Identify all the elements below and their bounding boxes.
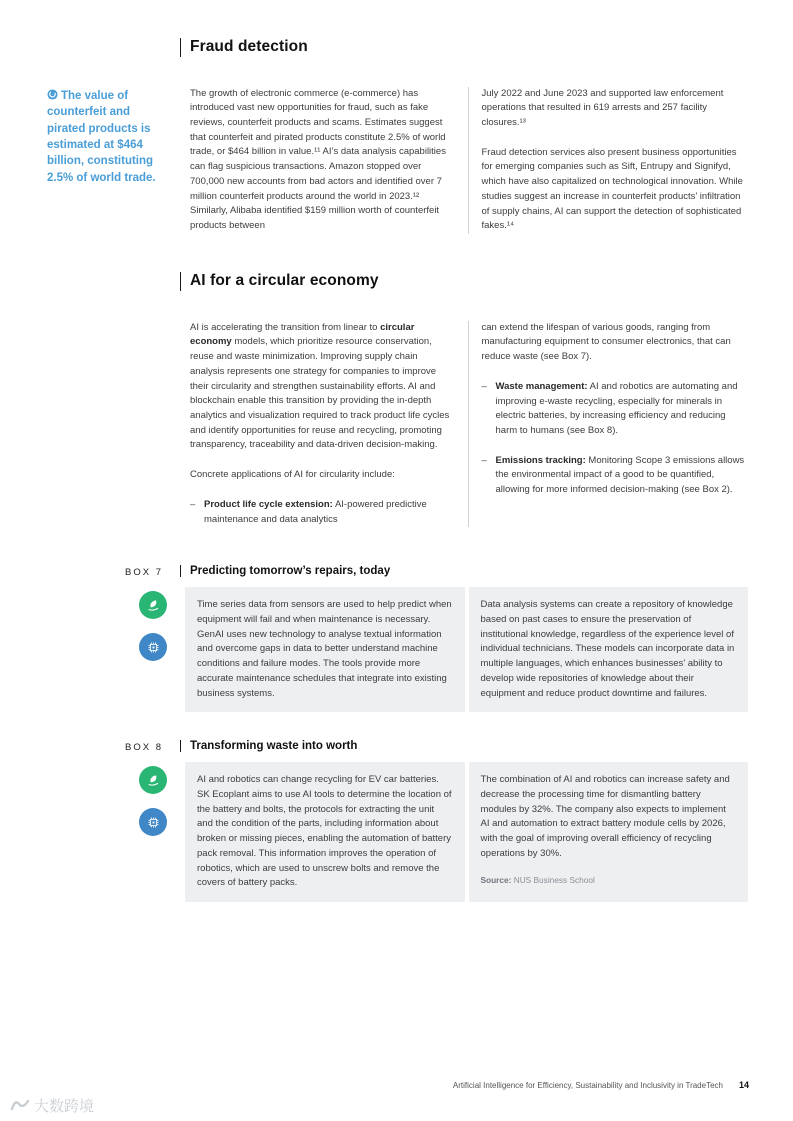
paragraph: Concrete applications of AI for circularity include:: [190, 469, 395, 481]
list-rest: AI-powered predictive maintenance and data analytics: [204, 498, 427, 525]
list-lead: Emissions tracking:: [495, 454, 586, 466]
list-lead: Waste management:: [495, 380, 588, 392]
source-line: [481, 874, 737, 887]
paragraph: The combination of AI and robotics can increase safety and decrease the processing time for dismantling battery modules by 32%. The company also expects to implement AI and automation to extract battery module cells by 2026, with the goal of improving overall efficiency of recycling operations by 30%.: [480, 774, 730, 859]
list-item: [482, 454, 747, 498]
list-text: [204, 498, 455, 527]
sustainability-leaf-icon: [139, 766, 167, 794]
callout-text: The value of counterfeit and pirated products is estimated at $464 billion, constituting 2.5% of world trade.: [47, 90, 156, 184]
list-text: [496, 454, 747, 498]
paragraph: The growth of electronic commerce (e-commerce) has introduced vast new opportunities for fraud, such as fake reviews, counterfeit products and scams. Estimates suggest that counterfeit and pirated products constitute 2.5% of world trade, or $464 billion in value.¹¹ AI’s data analysis capabilities can flag suspicious transactions. Amazon stopped over 700,000 new accounts from bad actors and identified over 7 million counterfeit products around the world in 2023.¹² Similarly, Alibaba identified $159 million worth of counterfeit products between: [190, 87, 446, 232]
box-8: [125, 740, 748, 902]
page-footer: [453, 1080, 749, 1090]
list-dash: –: [481, 380, 487, 392]
main-content: [125, 38, 748, 902]
watermark: [10, 1095, 94, 1116]
paragraph: Fraud detection services also present business opportunities for emerging companies such as Sift, Entrupy and Signifyd, which have also capitalized on technological innovation. While studies suggest an increase in counterfeit products’ infiltration of supply chains, AI can support the detection of sophisticated fakes.¹⁴: [481, 146, 743, 232]
two-column-body: [180, 321, 748, 528]
section-fraud-detection: [180, 38, 748, 234]
paragraph: Data analysis systems can create a repository of knowledge based on past cases to ensure the preservation of institutional knowledge, regardless of the experience level of individual technicians. These models can incorporate data in multiple languages, which enhances businesses’ ability to develop wide repositories of knowledge about their equipment and reduce product downtime and failures.: [480, 599, 735, 699]
box-label: BOX 8: [125, 742, 163, 754]
section-title: Fraud detection: [180, 38, 748, 57]
box-icons: [139, 766, 167, 836]
box-panel-left: [185, 762, 465, 902]
box-panel-right: [469, 762, 749, 902]
source-text: NUS Business School: [511, 874, 595, 885]
list-item: [482, 380, 747, 439]
box-icons: [139, 591, 167, 661]
paragraph: AI and robotics can change recycling for EV car batteries. SK Ecoplant aims to use AI tools to determine the location of the battery and bolts, the protocols for extracting the unit and the condition of the parts, including information about broken or missing pieces, enabling the automation of battery pack removal. This information improves the operation of robotics, which are used to unscrew bolts and remove the covers of battery packs.: [197, 774, 452, 889]
box-header: [125, 565, 748, 579]
box-panel-left: [185, 587, 465, 712]
list-dash: –: [481, 454, 487, 466]
list-lead: Product life cycle extension:: [204, 498, 333, 510]
box-header: [125, 740, 748, 754]
watermark-text: 大数跨境: [34, 1098, 95, 1115]
paragraph: can extend the lifespan of various goods, ranging from manufacturing equipment to consumer electronics, that can reduce waste (see Box 7).: [481, 321, 731, 363]
callout-circle-arrow-icon: [47, 89, 58, 100]
watermark-logo-icon: [10, 1096, 30, 1116]
paragraph-text: AI is accelerating the transition from linear to: [190, 321, 381, 333]
box-body: [185, 587, 748, 712]
ai-chip-icon: [139, 808, 167, 836]
ai-chip-icon: [139, 633, 167, 661]
paragraph: July 2022 and June 2023 and supported law enforcement operations that resulted in 619 arrests and 257 facility closures.¹³: [481, 87, 724, 129]
column-left: [180, 87, 468, 234]
section-title: AI for a circular economy: [180, 272, 748, 291]
column-right: [468, 321, 749, 528]
list-item: [190, 498, 455, 527]
list-text: [496, 380, 747, 439]
list-rest: AI and robotics are automating and improving e-waste recycling, especially for minerals in electric batteries, by increasing efficiency and reducing harm to humans (see Box 8).: [495, 380, 738, 436]
column-right: [468, 87, 749, 234]
section-circular-economy: [180, 272, 748, 527]
source-label: Source:: [480, 874, 512, 885]
bold-term: circular economy: [190, 321, 415, 348]
paragraph-text: models, which prioritize resource conservation, reuse and waste minimization. Improving supply chain analysis represents one strategy for companies to improve their circularity and strengthen sustainability efforts. AI and blockchain enable this transition by providing the in-depth analytics and visualization required to track product life cycles and identify opportunities for reuse and recycling, promoting transparency, traceability and data-driven decision-making.: [190, 336, 450, 451]
column-left: [180, 321, 468, 528]
list-rest: Monitoring Scope 3 emissions allows the environmental impact of a good to be quantified, allowing for more informed decision-making (see Box 2).: [495, 454, 745, 496]
two-column-body: [180, 87, 748, 234]
box-title: Transforming waste into worth: [190, 740, 358, 753]
footer-report-title: Artificial Intelligence for Efficiency, Sustainability and Inclusivity in TradeTech: [452, 1081, 723, 1090]
paragraph: Time series data from sensors are used to help predict when equipment will fail and when maintenance is necessary. GenAI uses new technology to analyse textual information and overcome gaps in data to better understand machine conditions and failure modes. The tools provide more accurate maintenance schedules that integrate into existing business systems.: [197, 599, 452, 699]
box-title: Predicting tomorrow’s repairs, today: [190, 565, 391, 578]
box-body: [185, 762, 748, 902]
page-number: 14: [738, 1080, 749, 1090]
box-7: [125, 565, 748, 712]
callout: [47, 88, 171, 186]
sustainability-leaf-icon: [139, 591, 167, 619]
box-label: BOX 7: [125, 567, 163, 579]
box-panel-right: [469, 587, 749, 712]
paragraph: [190, 321, 455, 453]
list-dash: –: [190, 498, 196, 510]
